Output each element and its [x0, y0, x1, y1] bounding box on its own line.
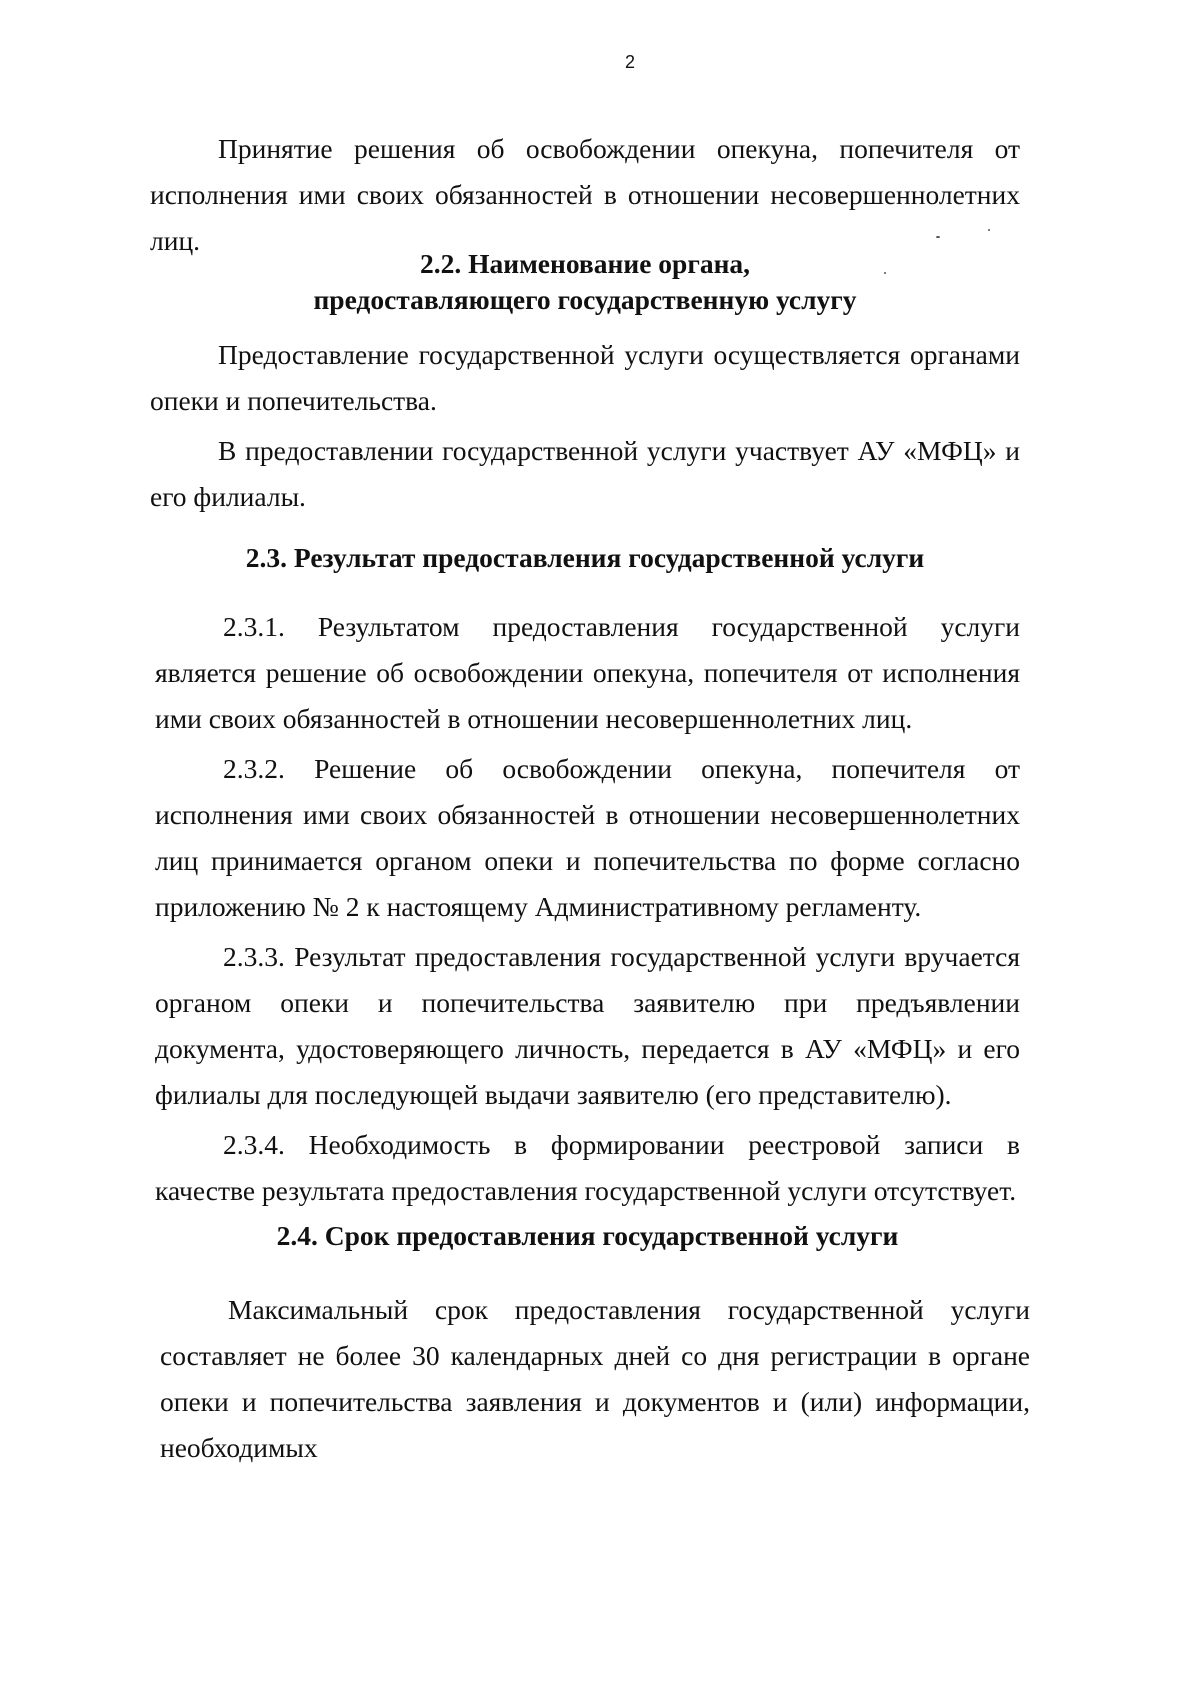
section-2-2-paragraph-2: В предоставлении государственной услуги участвует АУ «МФЦ» и его филиалы.: [150, 435, 1020, 512]
page-number: 2: [624, 52, 635, 72]
section-2-3-paragraph-4: 2.3.4. Необходимость в формировании реестровой записи в качестве результата предоставления государственной услуги отсутствует.: [155, 1129, 1020, 1206]
section-2-3-paragraph-1: 2.3.1. Результатом предоставления государственной услуги является решение об освобождении опекуна, попечителя от исполнения ими своих обязанностей в отношении несовершеннолетних лиц.: [155, 611, 1020, 734]
scan-speck: [936, 236, 940, 238]
section-2-3-paragraph-2: 2.3.2. Решение об освобождении опекуна, попечителя от исполнения ими своих обязанностей в отношении несовершеннолетних лиц принимается органом опеки и попечительства по форме согласно приложению № 2 к настоящему Административному регламенту.: [155, 753, 1020, 922]
section-2-4-body: [160, 1287, 1030, 1471]
section-2-4-paragraph-1: Максимальный срок предоставления государственной услуги составляет не более 30 календарных дней со дня регистрации в органе опеки и попечительства заявления и документов и (или) информации, необходимых: [160, 1294, 1030, 1463]
scan-speck: [988, 229, 990, 231]
intro-text: Принятие решения об освобождении опекуна, попечителя от исполнения ими своих обязанностей в отношении несовершеннолетних лиц.: [150, 133, 1020, 256]
section-2-2-heading-line1: 2.2. Наименование органа,: [419, 248, 751, 279]
section-2-3-body: [155, 604, 1020, 1214]
intro-paragraph: [150, 126, 1020, 264]
section-2-2-heading-line2: предоставляющего государственную услугу: [313, 284, 857, 315]
section-2-4-heading: 2.4. Срок предоставления государственной услуги: [276, 1220, 899, 1251]
section-2-2-heading: [150, 246, 1020, 318]
section-2-3-heading: 2.3. Результат предоставления государственной услуги: [245, 542, 925, 573]
section-2-2-paragraph-1: Предоставление государственной услуги осуществляется органами опеки и попечительства.: [150, 339, 1020, 416]
section-2-2-body: [150, 332, 1020, 520]
section-2-3-paragraph-3: 2.3.3. Результат предоставления государственной услуги вручается органом опеки и попечительства заявителю при предъявлении документа, удостоверяющего личность, передается в АУ «МФЦ» и его филиалы для последующей выдачи заявителю (его представителю).: [155, 941, 1020, 1110]
